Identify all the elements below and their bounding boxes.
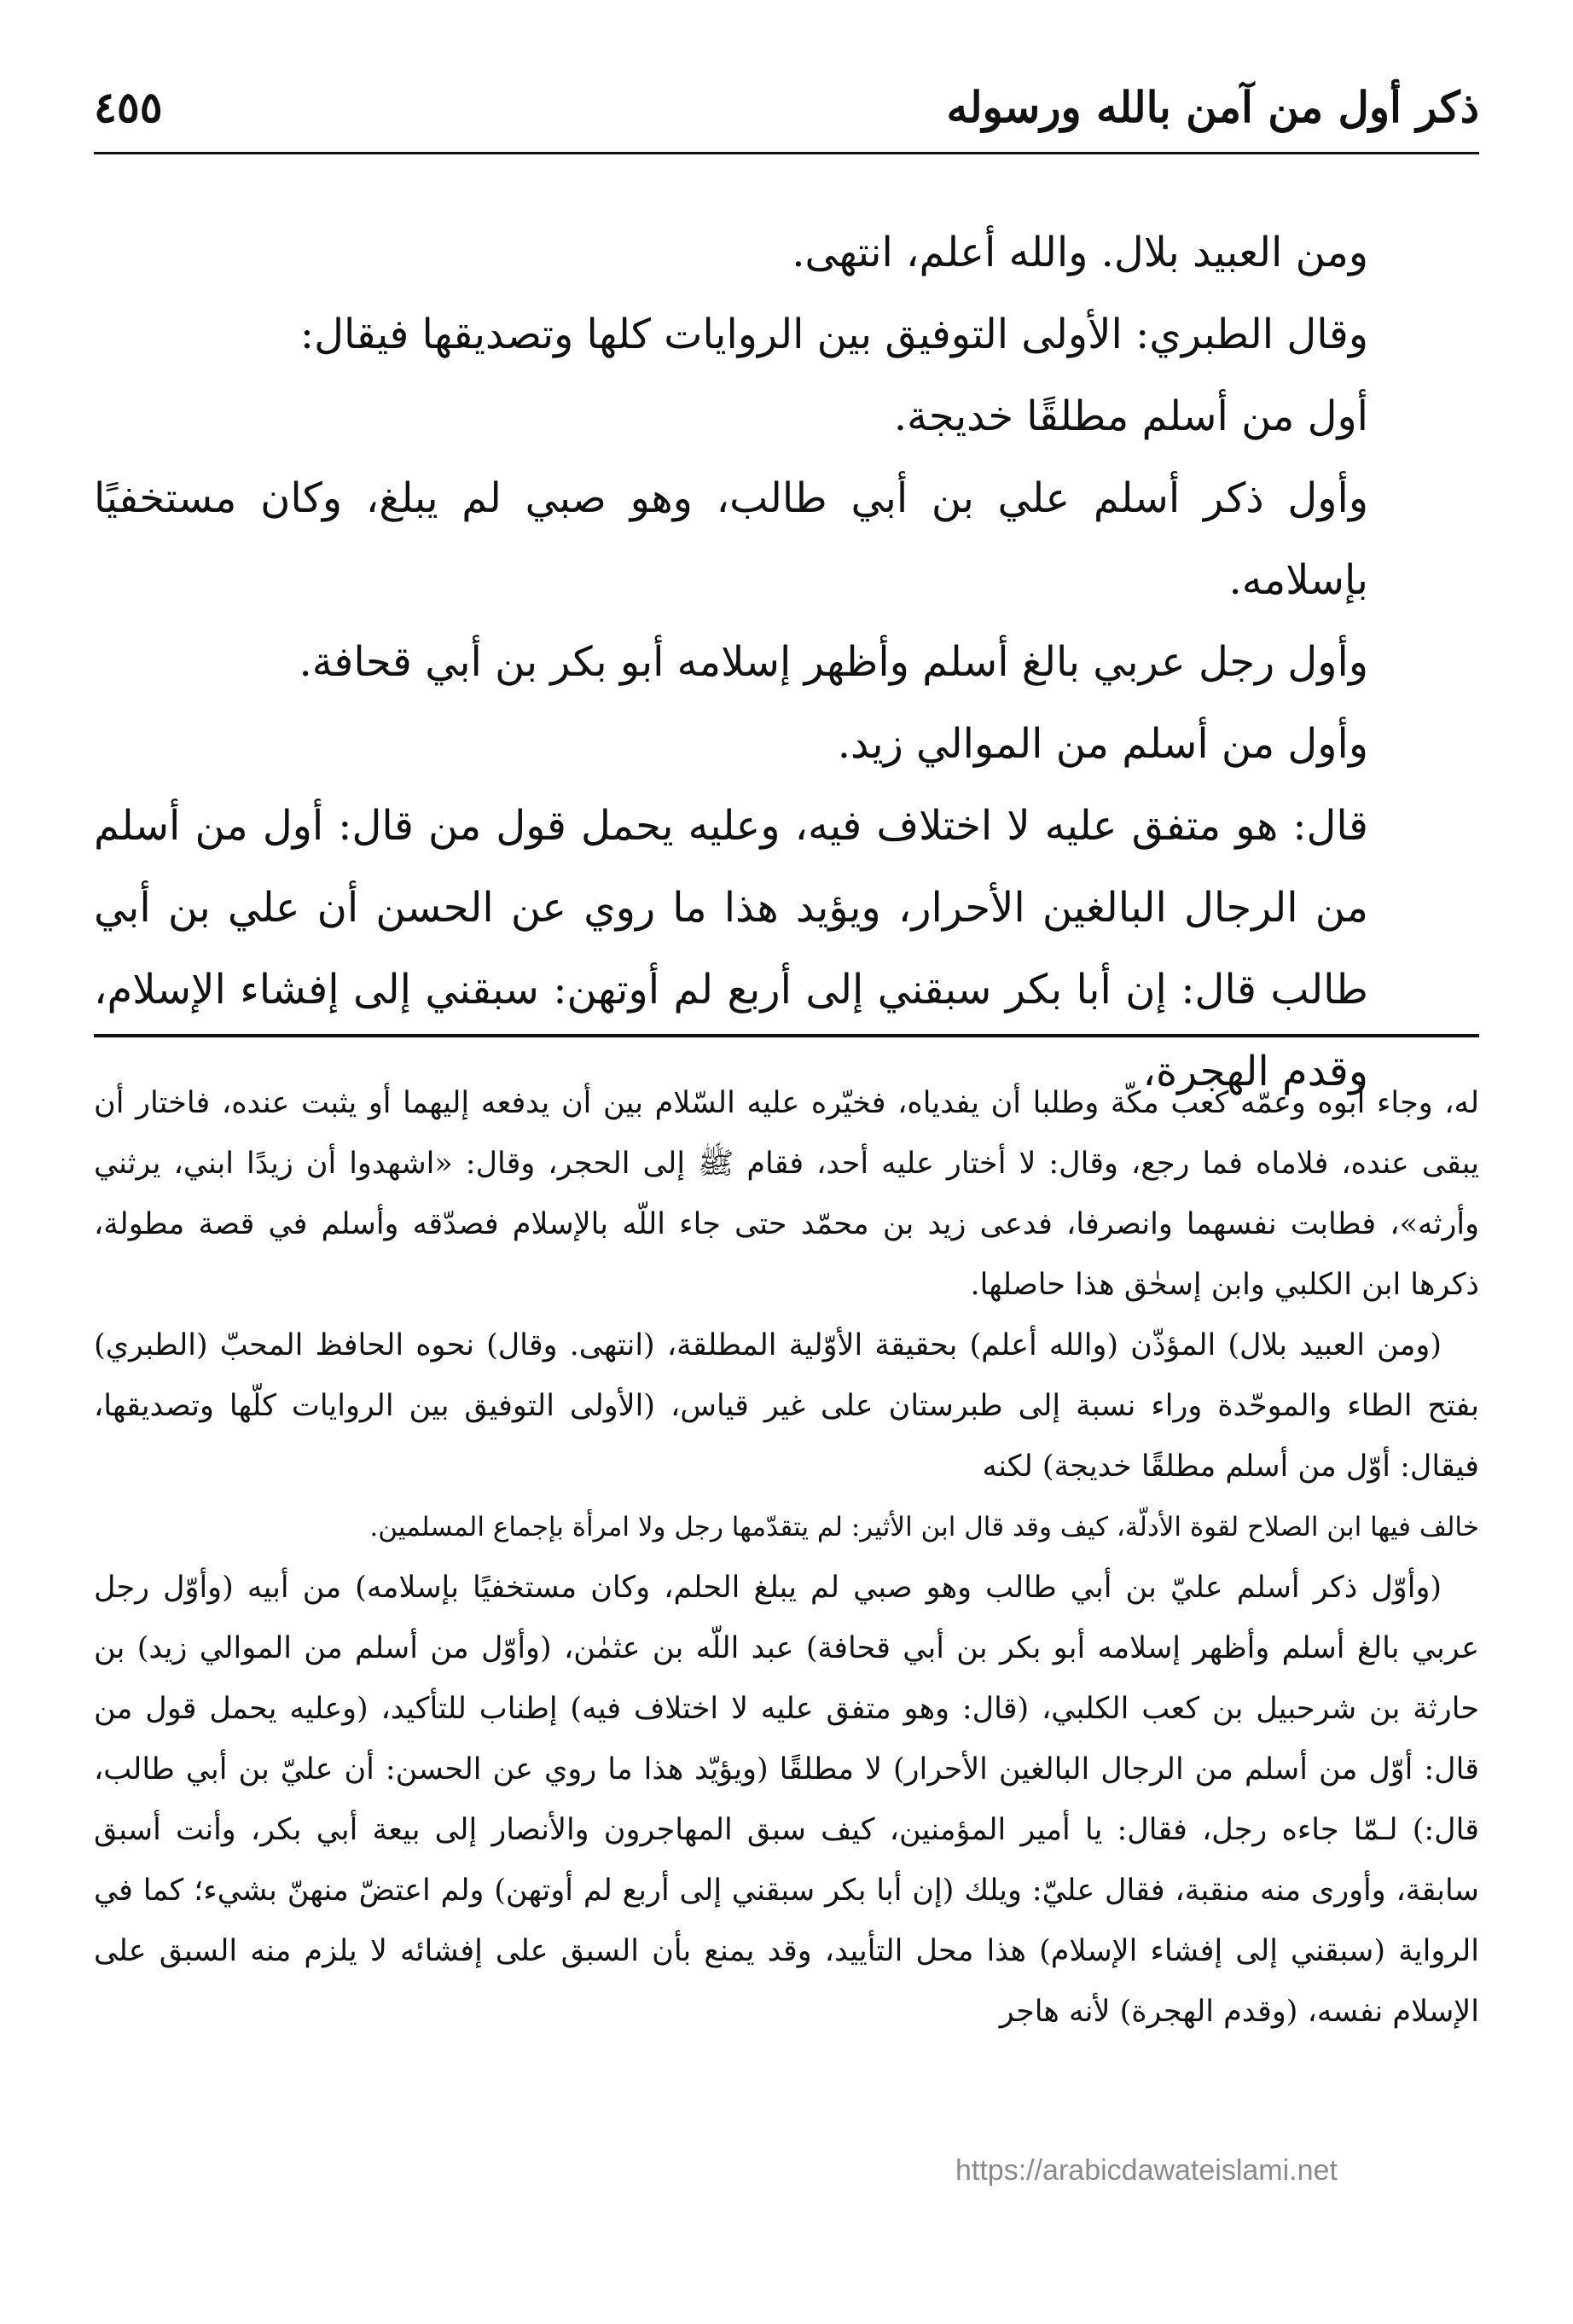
matn-paragraph: وأول ذكر أسلم علي بن أبي طالب، وهو صبي لم يبلغ، وكان مستخفيًا بإسلامه. bbox=[94, 474, 1368, 604]
running-title: ذكر أول من آمن بالله ورسوله bbox=[946, 81, 1479, 132]
commentary-paragraph: (وأوّل ذكر أسلم عليّ بن أبي طالب وهو صبي لم يبلغ الحلم، وكان مستخفيًا بإسلامه) من أبيه (وأوّل رجل عربي بالغ أسلم وأظهر إسلامه أبو بكر بن أبي قحافة) عبد اللّه بن عثمٰن، (وأوّل من أسلم من الموالي زيد) بن حارثة بن شرحبيل بن كعب الكلبي، (قال: وهو متفق عليه لا اختلاف فيه) إطناب للتأكيد، (وعليه يحمل قول من قال: أوّل من أسلم من الرجال البالغين الأحرار) لا مطلقًا (ويؤيّد هذا ما روي عن الحسن: أن عليّ بن أبي طالب، قال:) لـمّا جاءه رجل، فقال: يا أمير المؤمنين، كيف سبق المهاجرون والأنصار إلى بيعة أبي بكر، وأنت أسبق سابقة، وأورى منه منقبة، فقال عليّ: ويلك (إن أبا بكر سبقني إلى أربع لم أوتهن) ولم اعتضّ منهنّ بشيء؛ كما في الرواية (سبقني إلى إفشاء الإسلام) هذا محل التأييد، وقد يمنع بأن السبق على إفشائه لا يلزم منه السبق على الإسلام نفسه، (وقدم الهجرة) لأنه هاجر bbox=[94, 1571, 1479, 2029]
matn-paragraph: أول من أسلم مطلقًا خديجة. bbox=[893, 392, 1368, 440]
commentary-paragraph: (ومن العبيد بلال) المؤذّن (والله أعلم) بحقيقة الأوّلية المطلقة، (انتهى. وقال) نحوه الحافظ المحبّ (الطبري) بفتح الطاء والموحّدة وراء نسبة إلى طبرستان على غير قياس، (الأولى التوفيق بين الروايات كلّها وتصديقها، فيقال: أوّل من أسلم مطلقًا خديجة) لكنه bbox=[94, 1328, 1479, 1484]
main-text bbox=[94, 212, 1479, 1113]
commentary-text bbox=[94, 1073, 1479, 2042]
matn-paragraph: ومن العبيد بلال. والله أعلم، انتهى. bbox=[792, 229, 1368, 276]
matn-paragraph: وأول من أسلم من الموالي زيد. bbox=[837, 720, 1368, 768]
matn-paragraph: قال: هو متفق عليه لا اختلاف فيه، وعليه يحمل قول من قال: أول من أسلم من الرجال البالغين الأحرار، ويؤيد هذا ما روي عن الحسن أن علي بن أبي طالب قال: إن أبا بكر سبقني إلى أربع لم أوتهن: سبقني إلى إفشاء الإسلام، وقدم الهجرة، bbox=[94, 802, 1368, 1095]
page-number: ٤٥٥ bbox=[94, 81, 163, 132]
matn-paragraph: وأول رجل عربي بالغ أسلم وأظهر إسلامه أبو بكر بن أبي قحافة. bbox=[299, 638, 1368, 686]
matn-paragraph: وقال الطبري: الأولى التوفيق بين الروايات كلها وتصديقها فيقال: bbox=[299, 311, 1368, 358]
commentary-note: خالف فيها ابن الصلاح لقوة الأدلّة، كيف وقد قال ابن الأثير: لم يتقدّمها رجل ولا امرأة بإجماع المسلمين. bbox=[369, 1512, 1479, 1543]
page-header bbox=[94, 73, 1479, 141]
commentary-paragraph: له، وجاء أبوه وعمّه كعب مكّة وطلبا أن يفدياه، فخيّره عليه السّلام بين أن يدفعه إليهما أو يثبت عنده، فاختار أن يبقى عنده، فلاماه فما رجع، وقال: لا أختار عليه أحد، فقام ﷺ إلى الحجر، وقال: «اشهدوا أن زيدًا ابني، يرثني وأرثه»، فطابت نفسهما وانصرفا، فدعى زيد بن محمّد حتى جاء اللّه بالإسلام فصدّقه وأسلم في قصة مطولة، ذكرها ابن الكلبي وابن إسحٰق هذا حاصلها. bbox=[94, 1086, 1479, 1302]
header-divider bbox=[94, 152, 1479, 154]
section-divider bbox=[94, 1034, 1479, 1037]
watermark-url: https://arabicdawateislami.net bbox=[955, 2154, 1338, 2187]
